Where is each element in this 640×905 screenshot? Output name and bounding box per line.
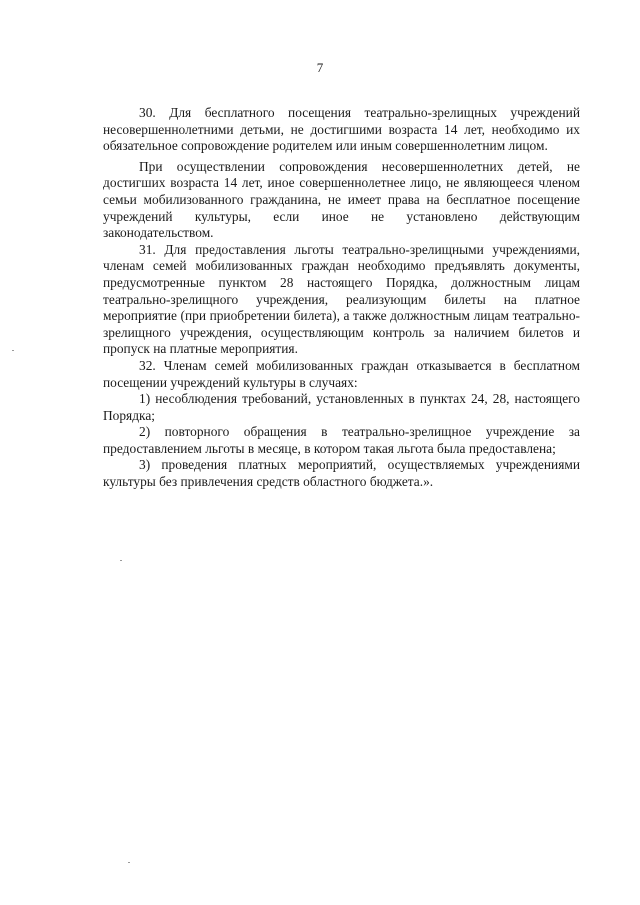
scan-speck [120,560,122,561]
list-item-1: 1) несоблюдения требований, установленных в пунктах 24, 28, настоящего Порядка; [103,391,580,423]
paragraph-32: 32. Членам семей мобилизованных граждан отказывается в бесплатном посещении учреждений культуры в случаях: [103,357,580,390]
paragraph-30: 30. Для бесплатного посещения театрально-зрелищных учреждений несовершеннолетними детьми, не достигшими возраста 14 лет, необходимо их обязательное сопровождение родителем или иным совершеннолетним лицом. [103,105,580,154]
paragraph-30-continued: При осуществлении сопровождения несовершеннолетних детей, не достигших возраста 14 лет, иное совершеннолетнее лицо, не являющееся членом семьи мобилизованного гражданина, не имеет права на бесплатное посещение учреждений культуры, если иное не установлено действующим законодательством. [103,158,580,241]
list-item-2: 2) повторного обращения в театрально-зрелищное учреждение за предоставлением льготы в месяце, в котором такая льгота была предоставлена; [103,424,580,456]
list-item-3: 3) проведения платных мероприятий, осуществляемых учреждениями культуры без привлечения средств областного бюджета.». [103,457,580,490]
scan-speck [128,862,130,863]
document-body [103,105,580,491]
page-number: 7 [316,60,324,75]
paragraph-31: 31. Для предоставления льготы театрально-зрелищными учреждениями, членам семей мобилизованных граждан необходимо предъявлять документы, предусмотренные пунктом 28 настоящего Порядка, должностным лицам театрально-зрелищного учреждения, реализующим билеты на платное мероприятие (при приобретении билета), а также должностным лицам театрально-зрелищного учреждения, осуществляющим контроль за наличием билетов и пропуск на платные мероприятия. [103,241,580,357]
scan-speck [12,350,14,351]
